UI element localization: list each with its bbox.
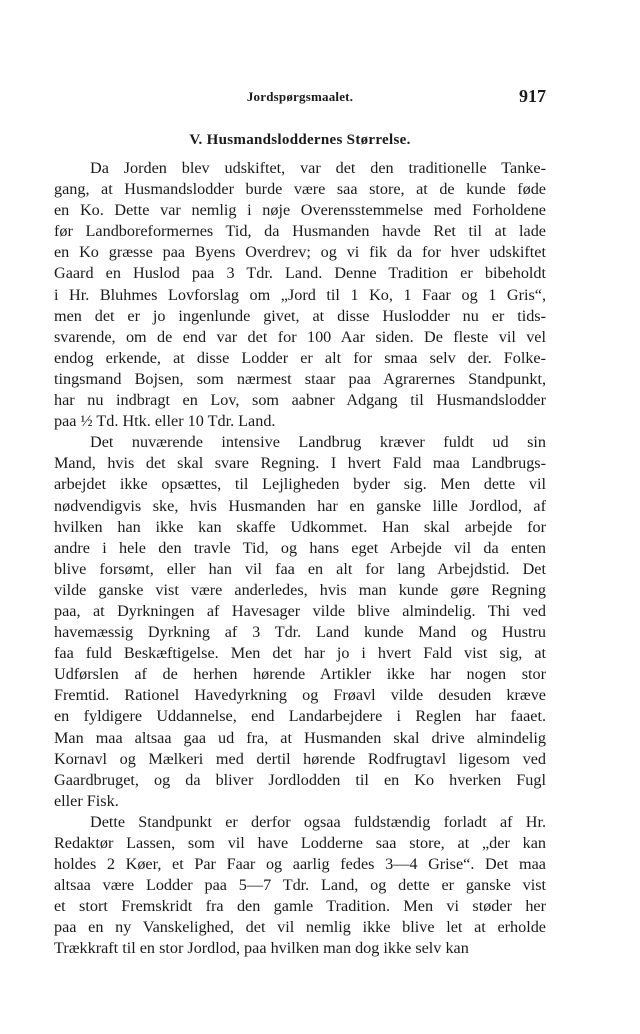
text-line: andre i hele den travle Tid, og hans eget Arbejde vil da enten bbox=[54, 538, 546, 557]
text-line: Man maa altsaa gaa ud fra, at Husmanden skal drive almindelig bbox=[54, 728, 546, 747]
text-line: blive forsømt, eller han vil faa en alt for lang Arbejdstid. Det bbox=[54, 559, 546, 578]
paragraph bbox=[54, 432, 546, 812]
text-line: altsaa være Lodder paa 5—7 Tdr. Land, og dette er ganske vist bbox=[54, 876, 546, 895]
paragraph bbox=[54, 812, 546, 960]
text-line: tingsmand Bojsen, som nærmest staar paa Agrarernes Standpunkt, bbox=[54, 369, 546, 388]
section-heading: V. Husmandsloddernes Størrelse. bbox=[189, 132, 411, 148]
text-line: Gaard en Huslod paa 3 Tdr. Land. Denne Tradition er bibeholdt bbox=[54, 264, 546, 283]
body-text bbox=[54, 158, 546, 960]
text-line: hvilken han ikke kan skaffe Udkommet. Han skal arbejde for bbox=[54, 517, 546, 536]
paragraph bbox=[54, 158, 546, 432]
text-line: Mand, hvis det skal svare Regning. I hvert Fald maa Landbrugs- bbox=[54, 454, 546, 473]
text-line: Det nuværende intensive Landbrug kræver fuldt ud sin bbox=[90, 433, 546, 452]
running-title: Jordspørgsmaalet. bbox=[246, 89, 354, 104]
text-line: en fyldigere Uddannelse, end Landarbejdere i Reglen har faaet. bbox=[54, 707, 546, 726]
page-number: 917 bbox=[519, 86, 546, 106]
running-head bbox=[54, 86, 546, 108]
text-line: holdes 2 Køer, et Par Faar og aarlig fedes 3—4 Grise“. Det maa bbox=[54, 855, 546, 874]
text-line: paa en ny Vanskelighed, det vil nemlig ikke blive let at erholde bbox=[54, 918, 546, 937]
text-line: endog erkende, at disse Lodder er alt for smaa selv der. Folke- bbox=[54, 348, 546, 367]
text-line: paa ½ Td. Htk. eller 10 Tdr. Land. bbox=[54, 412, 276, 431]
text-line: i Hr. Bluhmes Lovforslag om „Jord til 1 Ko, 1 Faar og 1 Gris“, bbox=[54, 285, 546, 304]
text-line: paa, at Dyrkningen af Havesager vilde blive almindelig. Thi ved bbox=[54, 601, 546, 620]
text-line: eller Fisk. bbox=[54, 791, 119, 810]
text-line: faa fuld Beskæftigelse. Men det har jo i hvert Fald vist sig, at bbox=[54, 644, 546, 663]
text-line: vilde ganske vist være anderledes, hvis man kunde gøre Regning bbox=[54, 580, 546, 599]
text-line: Da Jorden blev udskiftet, var det den traditionelle Tanke- bbox=[90, 159, 546, 177]
text-line: Kornavl og Mælkeri med dertil hørende Rodfrugtavl ligesom ved bbox=[54, 749, 546, 768]
text-line: gang, at Husmandslodder burde være saa store, at de kunde føde bbox=[54, 180, 546, 199]
text-line: havemæssig Dyrkning af 3 Tdr. Land kunde Mand og Hustru bbox=[54, 623, 546, 642]
text-line: før Landboreformernes Tid, da Husmanden havde Ret til at lade bbox=[54, 222, 546, 241]
text-line: Redaktør Lassen, som vil have Lodderne saa store, at „der kan bbox=[54, 834, 546, 852]
text-line: Dette Standpunkt er derfor ogsaa fuldstændig forladt af Hr. bbox=[90, 812, 546, 831]
text-line: Fremtid. Rationel Havedyrkning og Frøavl vilde desuden kræve bbox=[54, 686, 546, 705]
text-line: arbejdet ikke opsættes, til Lejligheden byder sig. Men dette vil bbox=[54, 475, 546, 494]
text-line: en Ko græsse paa Byens Overdrev; og vi fik da for hver udskiftet bbox=[54, 243, 546, 262]
text-line: men det er jo ingenlunde givet, at disse Huslodder nu er tids- bbox=[54, 306, 546, 325]
text-line: svarende, om de end var det for 100 Aar siden. De fleste vil vel bbox=[54, 327, 546, 346]
text-line: en Ko. Dette var nemlig i nøje Overensstemmelse med Forholdene bbox=[54, 201, 546, 220]
text-line: Gaardbruget, og da bliver Jordlodden til en Ko hverken Fugl bbox=[54, 770, 546, 789]
text-line: Udførslen af de herhen hørende Artikler ikke har nogen stor bbox=[54, 665, 546, 684]
text-line: Trækkraft til en stor Jordlod, paa hvilken man dog ikke selv kan bbox=[54, 939, 469, 958]
text-line: har nu indbragt en Lov, som aabner Adgang til Husmandslodder bbox=[54, 391, 546, 410]
text-line: nødvendigvis ske, hvis Husmanden har en ganske lille Jordlod, af bbox=[54, 496, 546, 515]
text-line: et stort Fremskridt fra den gamle Tradition. Men vi støder her bbox=[54, 897, 546, 916]
